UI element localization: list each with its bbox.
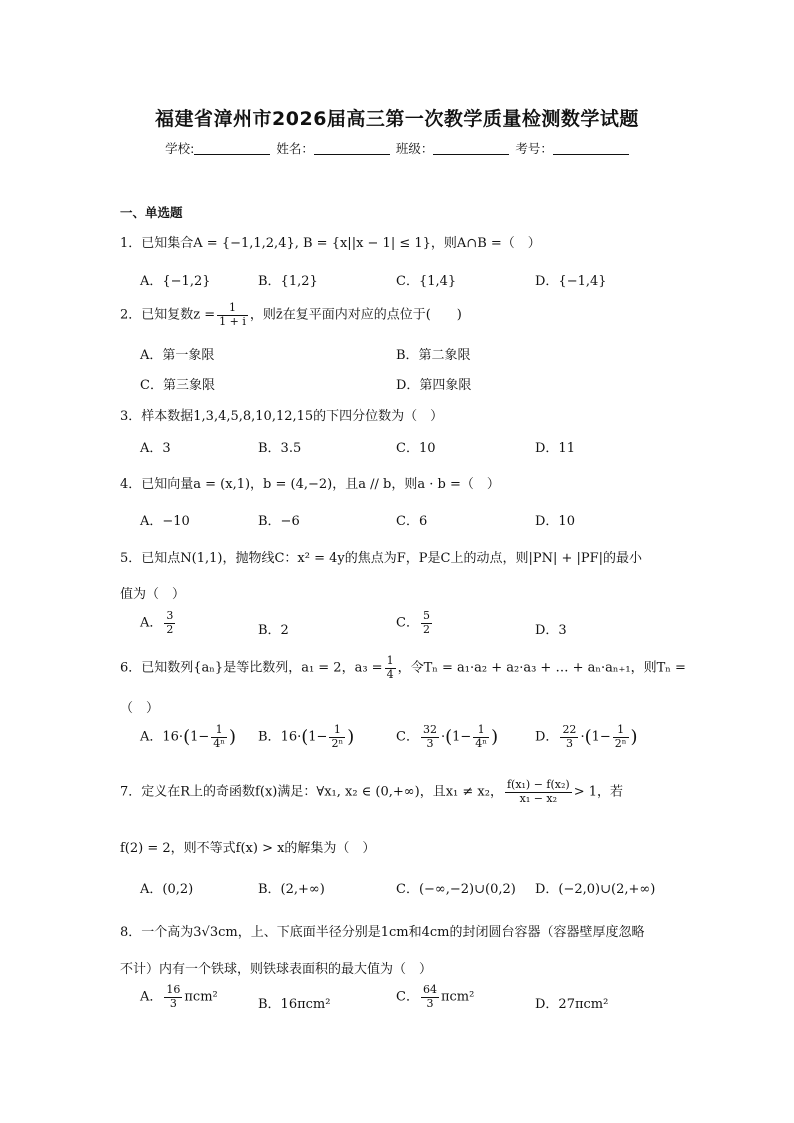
question-5-option-d[interactable]: D．3 <box>535 623 567 638</box>
q2-stem-post: ，则z̄在复平面内对应的点位于( ) <box>249 307 462 323</box>
question-2-stem <box>120 302 462 328</box>
q2-frac-den: 1 + i <box>219 314 246 328</box>
q8-c-den: 3 <box>426 996 434 1010</box>
question-6-option-a[interactable]: A．16·(1− $\frac{1}{\text{4ⁿ}}$ ) <box>140 723 237 750</box>
question-1-stem: 1．已知集合A = {−1,1,2,4}, B = {x||x − 1| ≤ 1}，则A∩B =（ ） <box>120 236 541 251</box>
question-5-option-b[interactable]: B．2 <box>258 623 289 638</box>
question-7-option-d[interactable]: D．(−2,0)∪(2,+∞) <box>535 882 656 897</box>
q5-a-den: 2 <box>166 622 174 636</box>
q7-frac-den: x₁ − x₂ <box>519 791 558 805</box>
page-title: 福建省漳州市2026届高三第一次教学质量检测数学试题 <box>155 108 639 130</box>
question-2-option-c[interactable]: C．第三象限 <box>140 378 215 393</box>
question-5-stem-line2: 值为（ ） <box>120 587 186 602</box>
q6-c-num: 1 <box>473 724 489 738</box>
name-label: 姓名： <box>276 141 314 156</box>
class-label: 班级： <box>395 141 434 156</box>
question-2-option-b[interactable]: B．第二象限 <box>396 348 471 363</box>
q5-c-fraction <box>421 610 432 636</box>
question-8-stem-line2: 不计）内有一个铁球，则铁球表面积的最大值为（ ） <box>120 962 433 977</box>
q5-c-den: 2 <box>422 622 430 636</box>
question-7-option-b[interactable]: B．(2,+∞) <box>258 882 325 897</box>
question-3-stem: 3．样本数据1,3,4,5,8,10,12,15的下四分位数为（ ） <box>120 409 444 424</box>
question-6-option-d[interactable]: D． $\frac{22}{3}$ ·(1− $\frac{1}{\text{2ⁿ}}$ ) <box>535 723 638 750</box>
question-8-stem-line1: 8．一个高为3√3cm，上、下底面半径分别是1cm和4cm的封闭圆台容器（容器壁厚度忽略 <box>120 925 645 940</box>
question-6-option-c[interactable]: C． $\frac{32}{3}$ ·(1− $\frac{1}{\text{4ⁿ}}$ ) <box>396 723 499 750</box>
q6-a-num: 1 <box>211 724 227 738</box>
q6-fraction <box>385 655 396 681</box>
question-8-option-a[interactable] <box>140 984 218 1010</box>
q5-c-label: C． <box>396 615 419 631</box>
q6-c-fraction <box>473 724 489 750</box>
q6-d-den: 2ⁿ <box>614 736 627 750</box>
q6-c-den: 4ⁿ <box>475 736 488 750</box>
question-1-option-c[interactable]: C．{1,4} <box>396 274 457 289</box>
q6-stem-post: ，令Tₙ = a₁·a₂ + a₂·a₃ + … + aₙ·aₙ₊₁，则Tₙ = <box>397 660 686 676</box>
q7-frac-num: f(x₁) − f(x₂) <box>506 778 570 791</box>
question-7-stem <box>120 779 623 805</box>
q6-b-label: B． <box>258 729 281 745</box>
name-blank[interactable] <box>314 140 390 155</box>
q6-frac-num: 1 <box>386 654 394 667</box>
q6-d-label: D． <box>535 729 559 745</box>
q6-b-fraction <box>329 724 345 750</box>
question-2-option-a[interactable]: A．第一象限 <box>140 348 215 363</box>
question-5-option-c[interactable] <box>396 610 434 636</box>
q6-d-cden: 3 <box>565 736 573 750</box>
q8-c-label: C． <box>396 989 419 1005</box>
question-7-option-a[interactable]: A．(0,2) <box>140 882 194 897</box>
question-6-option-b[interactable]: B．16·(1− $\frac{1}{\text{2ⁿ}}$ ) <box>258 723 355 750</box>
class-blank[interactable] <box>433 140 509 155</box>
question-7-stem-line2: f(2) = 2，则不等式f(x) > x的解集为（ ） <box>120 841 376 856</box>
q2-stem-pre: 2．已知复数z = <box>120 307 216 323</box>
q8-a-label: A． <box>140 989 163 1005</box>
question-8-option-d[interactable]: D．27πcm² <box>535 997 609 1012</box>
question-2-option-d[interactable]: D．第四象限 <box>396 378 472 393</box>
student-info-line <box>0 139 794 157</box>
q7-fraction <box>505 779 572 805</box>
q6-b-den: 2ⁿ <box>331 736 344 750</box>
q8-a-unit: πcm² <box>184 989 218 1005</box>
q5-c-num: 5 <box>422 609 430 622</box>
question-4-option-b[interactable]: B．−6 <box>258 514 300 529</box>
question-4-stem: 4．已知向量a = (x,1)，b = (4,−2)，且a // b，则a · b =（ ） <box>120 477 500 492</box>
question-8-option-c[interactable] <box>396 984 474 1010</box>
question-6-stem <box>120 655 686 681</box>
number-label: 考号： <box>515 141 553 156</box>
question-3-option-d[interactable]: D．11 <box>535 441 575 456</box>
q6-c-cnum: 32 <box>422 723 437 736</box>
school-label: 学校: <box>165 141 195 156</box>
question-1-option-a[interactable]: A．{−1,2} <box>140 274 211 289</box>
q6-c-label: C． <box>396 729 419 745</box>
question-5-option-a[interactable] <box>140 610 177 636</box>
question-5-stem-line1: 5．已知点N(1,1)，抛物线C：x² = 4y的焦点为F，P是C上的动点，则|PN| + |PF|的最小 <box>120 551 643 566</box>
q6-d-fraction <box>613 724 629 750</box>
q6-a-den: 4ⁿ <box>213 736 226 750</box>
q6-c-coef-fraction <box>421 724 439 750</box>
q8-c-unit: πcm² <box>440 989 475 1005</box>
question-1-option-d[interactable]: D．{−1,4} <box>535 274 607 289</box>
q8-c-num: 64 <box>422 983 437 996</box>
q6-d-cnum: 22 <box>562 723 577 736</box>
q2-fraction <box>217 302 248 328</box>
q8-a-den: 3 <box>169 996 177 1010</box>
question-6-stem-line2: （ ） <box>120 701 160 716</box>
section-heading: 一、单选题 <box>120 205 183 220</box>
question-4-option-a[interactable]: A．−10 <box>140 514 190 529</box>
q6-b-coef: 16· <box>280 729 302 745</box>
question-3-option-c[interactable]: C．10 <box>396 441 436 456</box>
q5-a-fraction <box>164 610 175 636</box>
number-blank[interactable] <box>553 140 629 155</box>
q6-a-coef: 16· <box>162 729 184 745</box>
question-1-option-b[interactable]: B．{1,2} <box>258 274 318 289</box>
question-4-option-d[interactable]: D．10 <box>535 514 575 529</box>
question-4-option-c[interactable]: C．6 <box>396 514 428 529</box>
q6-a-fraction <box>211 724 227 750</box>
question-7-option-c[interactable]: C．(−∞,−2)∪(0,2) <box>396 882 516 897</box>
q8-a-fraction <box>164 984 182 1010</box>
q6-d-coef-fraction <box>560 724 578 750</box>
school-blank[interactable] <box>194 140 270 155</box>
q8-c-fraction <box>421 984 439 1010</box>
q2-frac-num: 1 <box>217 302 248 316</box>
q6-c-cden: 3 <box>426 736 434 750</box>
question-8-option-b[interactable]: B．16πcm² <box>258 997 331 1012</box>
q7-stem-post: > 1，若 <box>573 784 623 800</box>
q6-a-label: A． <box>140 729 163 745</box>
q6-frac-den: 4 <box>386 667 394 681</box>
q5-a-label: A． <box>140 615 163 631</box>
q5-a-num: 3 <box>166 609 174 622</box>
q7-stem-pre: 7．定义在R上的奇函数f(x)满足：∀x₁, x₂ ∈ (0,+∞)，且x₁ ≠ x₂， <box>120 784 503 800</box>
q8-a-num: 16 <box>166 983 181 996</box>
q6-d-num: 1 <box>613 724 629 738</box>
question-3-option-b[interactable]: B．3.5 <box>258 441 302 456</box>
question-3-option-a[interactable]: A．3 <box>140 441 171 456</box>
q6-stem-pre: 6．已知数列{aₙ}是等比数列，a₁ = 2，a₃ = <box>120 660 383 676</box>
q6-b-num: 1 <box>329 724 345 738</box>
